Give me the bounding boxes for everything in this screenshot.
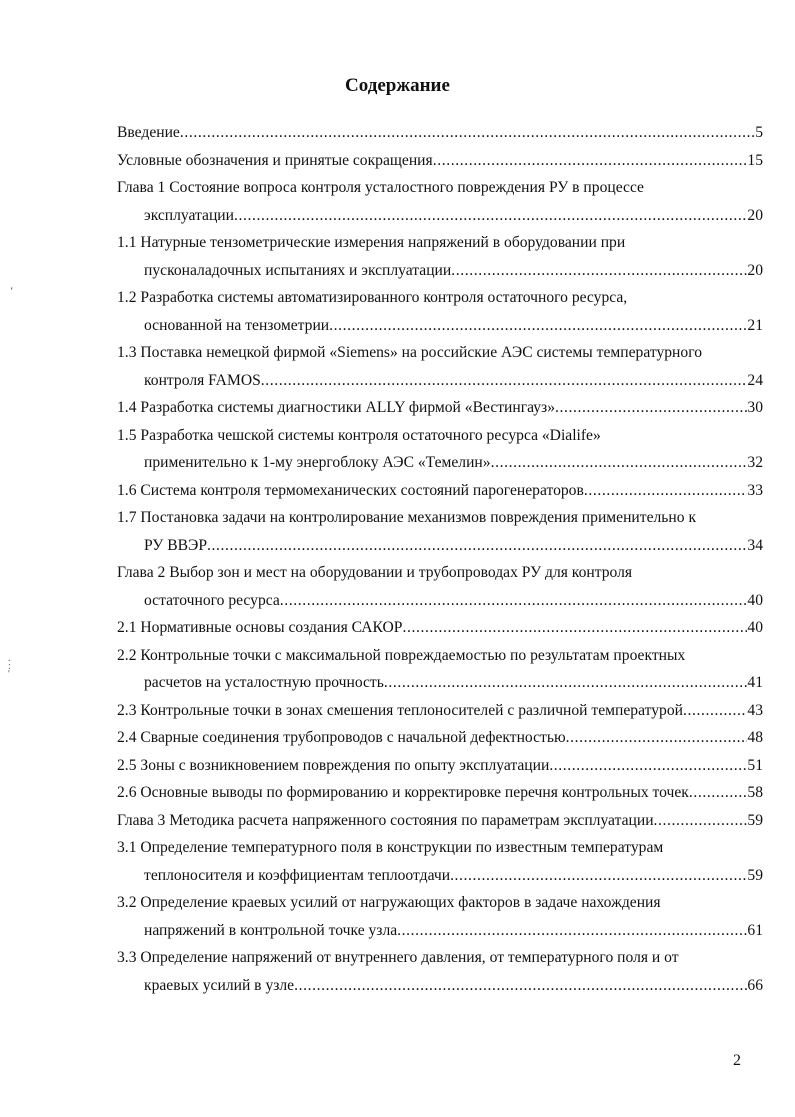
toc-entry-title: 1.1 Натурные тензометрические измерения напряжений в оборудовании при: [117, 234, 626, 251]
toc-page-number: 41: [747, 674, 763, 691]
toc-line: [117, 315, 763, 343]
toc-entry[interactable]: [117, 480, 763, 508]
dot-leader: [402, 617, 747, 645]
toc-line: [117, 672, 763, 700]
toc-page-number: 32: [747, 454, 763, 471]
toc-entry[interactable]: [117, 177, 763, 232]
toc-page-number: 40: [747, 591, 763, 609]
toc-entry-title: Глава 3 Методика расчета напряженного состояния по параметрам эксплуатации: [117, 811, 654, 829]
dot-leader: [450, 865, 747, 893]
dot-leader: [384, 672, 748, 700]
toc-line: [117, 177, 763, 205]
toc-entry-title: напряжений в контрольной точке узла: [144, 921, 398, 939]
toc-entry[interactable]: [117, 727, 763, 755]
toc-line: [117, 617, 763, 645]
dot-leader: [584, 480, 748, 508]
toc-page-number: 61: [747, 921, 763, 939]
toc-entry-title: 3.3 Определение напряжений от внутреннего давления, от температурного поля и от: [117, 949, 679, 966]
dot-leader: [180, 122, 755, 150]
dot-leader: [549, 755, 747, 783]
page-number: 2: [733, 1052, 741, 1069]
toc-line: [117, 342, 763, 370]
toc-page-number: 51: [747, 756, 763, 774]
toc-page-number: 66: [747, 976, 763, 994]
toc-entry[interactable]: [117, 755, 763, 783]
toc-page-number: 58: [747, 784, 763, 801]
toc-line: [117, 865, 763, 893]
toc-entry[interactable]: [117, 507, 763, 562]
toc-entry[interactable]: [117, 837, 763, 892]
toc-page-number: 33: [747, 481, 763, 499]
toc-page-number: 59: [747, 811, 763, 829]
toc-entry-title: контроля FAMOS: [144, 371, 261, 389]
toc-line: [117, 590, 763, 618]
toc-entry-title: эксплуатации: [144, 206, 234, 224]
dot-leader: [451, 260, 747, 288]
toc-entry[interactable]: [117, 397, 763, 425]
toc-entry-title: 1.6 Система контроля термомеханических состояний парогенераторов: [117, 481, 584, 499]
page-title: Содержание: [345, 75, 450, 96]
toc-entry-title: 3.1 Определение температурного поля в конструкции по известным температурам: [117, 839, 664, 856]
dot-leader: [397, 920, 747, 948]
toc-entry[interactable]: [117, 425, 763, 480]
table-of-contents: [117, 122, 763, 1002]
toc-entry-title: 1.7 Постановка задачи на контролирование механизмов повреждения применительно к: [117, 509, 697, 526]
toc-entry-title: пусконаладочных испытаниях и эксплуатации: [144, 261, 452, 279]
toc-line: [117, 122, 763, 150]
toc-entry[interactable]: [117, 562, 763, 617]
toc-page-number: 20: [747, 261, 763, 279]
toc-page-number: 59: [747, 866, 763, 884]
toc-entry-title: 1.5 Разработка чешской системы контроля остаточного ресурса «Dialife»: [117, 426, 601, 444]
toc-line: [117, 837, 763, 865]
toc-entry[interactable]: [117, 617, 763, 645]
toc-line: [117, 232, 763, 260]
toc-line: [117, 535, 763, 563]
dot-leader: [261, 370, 748, 398]
toc-page-number: 21: [747, 316, 763, 334]
toc-line: [117, 205, 763, 233]
dot-leader: [433, 150, 748, 178]
toc-line: [117, 810, 763, 838]
toc-page-number: 43: [747, 701, 763, 719]
toc-page-number: 48: [747, 729, 763, 746]
toc-entry[interactable]: [117, 342, 763, 397]
toc-entry-title: 2.4 Сварные соединения трубопроводов с начальной дефектностью: [117, 729, 566, 746]
toc-entry-title: 1.4 Разработка системы диагностики ALLY фирмой «Вестингауз»: [117, 399, 556, 416]
toc-entry-title: основанной на тензометрии: [144, 316, 330, 334]
toc-page-number: 5: [755, 124, 763, 141]
scan-artifact: . : ': [8, 653, 11, 680]
toc-line: [117, 287, 763, 315]
dot-leader: [207, 535, 747, 563]
toc-line: [117, 645, 763, 673]
toc-line: [117, 260, 763, 288]
dot-leader: [689, 782, 748, 810]
toc-entry[interactable]: [117, 892, 763, 947]
toc-line: [117, 480, 763, 508]
toc-entry[interactable]: [117, 810, 763, 838]
toc-entry-title: 1.2 Разработка системы автоматизированного контроля остаточного ресурса,: [117, 289, 628, 306]
dot-leader: [294, 975, 747, 1003]
toc-page-number: 15: [747, 151, 763, 169]
dot-leader: [491, 452, 748, 480]
dot-leader: [566, 727, 748, 755]
toc-entry-title: РУ ВВЭР: [144, 536, 207, 554]
dot-leader: [329, 315, 747, 343]
toc-line: [117, 370, 763, 398]
toc-entry-title: 2.6 Основные выводы по формированию и корректировке перечня контрольных точек: [117, 784, 689, 801]
toc-line: [117, 975, 763, 1003]
scan-artifact: ‘: [10, 286, 14, 297]
toc-entry[interactable]: [117, 645, 763, 700]
toc-line: [117, 782, 763, 810]
toc-entry-title: расчетов на усталостную прочность: [144, 674, 384, 691]
toc-page-number: 34: [747, 536, 763, 554]
toc-entry[interactable]: [117, 287, 763, 342]
toc-page-number: 30: [747, 399, 763, 416]
toc-page-number: 40: [747, 619, 763, 636]
toc-entry-title: 3.2 Определение краевых усилий от нагружающих факторов в задаче нахождения: [117, 894, 661, 911]
toc-entry-title: остаточного ресурса: [144, 591, 280, 609]
toc-line: [117, 947, 763, 975]
toc-line: [117, 507, 763, 535]
toc-entry-title: Глава 2 Выбор зон и мест на оборудовании и трубопроводах РУ для контроля: [117, 564, 633, 581]
dot-leader: [555, 397, 747, 425]
toc-entry-title: теплоносителя и коэффициентам теплоотдачи: [144, 866, 451, 884]
toc-entry-title: 2.5 Зоны с возникновением повреждения по опыту эксплуатации: [117, 756, 550, 774]
toc-line: [117, 425, 763, 453]
dot-leader: [234, 205, 747, 233]
toc-line: [117, 397, 763, 425]
toc-entry[interactable]: [117, 782, 763, 810]
toc-entry[interactable]: [117, 232, 763, 287]
toc-line: [117, 150, 763, 178]
toc-entry[interactable]: [117, 700, 763, 728]
dot-leader: [683, 700, 747, 728]
toc-line: [117, 452, 763, 480]
dot-leader: [280, 590, 748, 618]
toc-entry-title: Глава 1 Состояние вопроса контроля усталостного повреждения РУ в процессе: [117, 179, 644, 196]
toc-line: [117, 920, 763, 948]
toc-entry-title: 2.3 Контрольные точки в зонах смешения теплоносителей с различной температурой: [117, 701, 683, 719]
toc-line: [117, 727, 763, 755]
toc-entry-title: 1.3 Поставка немецкой фирмой «Siemens» на российские АЭС системы температурного: [117, 344, 702, 361]
toc-entry-title: Введение: [117, 124, 180, 141]
toc-entry-title: применительно к 1-му энергоблоку АЭС «Темелин»: [144, 454, 491, 471]
toc-entry-title: 2.2 Контрольные точки с максимальной повреждаемостью по результатам проектных: [117, 646, 686, 664]
toc-line: [117, 700, 763, 728]
toc-entry[interactable]: [117, 947, 763, 1002]
toc-entry-title: Условные обозначения и принятые сокращения: [117, 151, 433, 169]
toc-line: [117, 892, 763, 920]
toc-line: [117, 755, 763, 783]
toc-page-number: 20: [747, 206, 763, 224]
toc-entry[interactable]: [117, 150, 763, 178]
toc-entry-title: краевых усилий в узле: [144, 976, 295, 994]
toc-entry[interactable]: [117, 122, 763, 150]
dot-leader: [654, 810, 748, 838]
toc-entry-title: 2.1 Нормативные основы создания САКОР: [117, 619, 403, 636]
toc-page-number: 24: [747, 371, 763, 389]
toc-line: [117, 562, 763, 590]
